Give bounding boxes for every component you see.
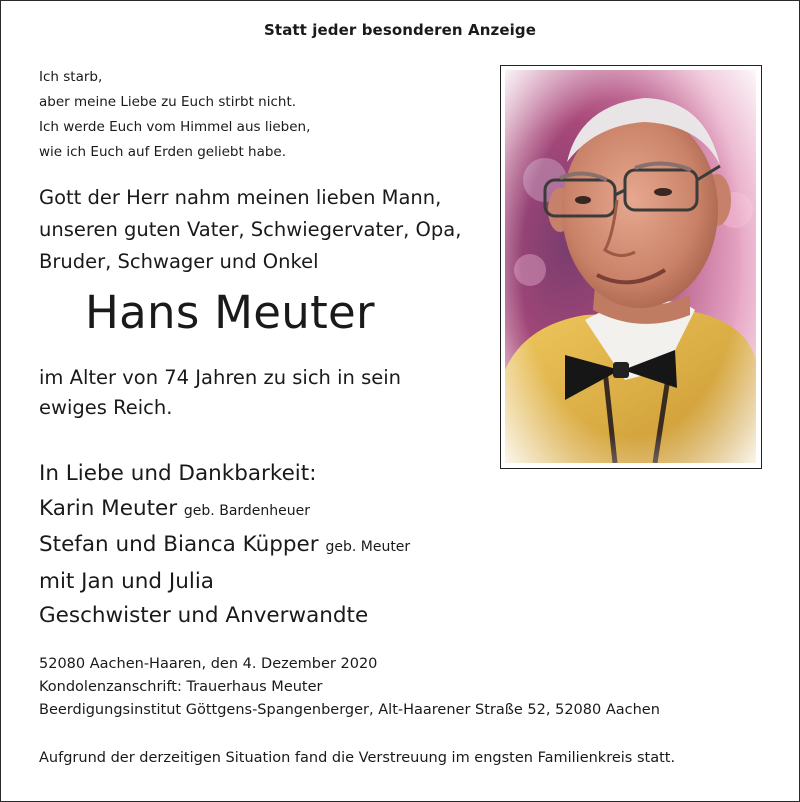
portrait-frame xyxy=(500,65,762,469)
mourner-name: Karin Meuter xyxy=(39,495,178,521)
condolence-address: Kondolenzanschrift: Trauerhaus Meuter xyxy=(39,679,323,695)
place-date: 52080 Aachen-Haaren, den 4. Dezember 2020 xyxy=(39,656,378,672)
age-text xyxy=(39,363,401,423)
mourners-list xyxy=(39,457,410,634)
closing-note: Aufgrund der derzeitigen Situation fand die Verstreuung im engsten Familienkreis statt. xyxy=(39,750,676,766)
portrait-illustration xyxy=(505,70,756,463)
mourner-line: Geschwister und Anverwandte xyxy=(39,603,369,628)
age-line: ewiges Reich. xyxy=(39,396,173,419)
intro-line: unseren guten Vater, Schwiegervater, Opa, xyxy=(39,218,462,241)
maiden-name-note: geb. Meuter xyxy=(325,539,411,555)
poem-line: wie ich Euch auf Erden geliebt habe. xyxy=(39,144,287,160)
mourner-name: Stefan und Bianca Küpper xyxy=(39,532,319,557)
mourners-heading: In Liebe und Dankbarkeit: xyxy=(39,461,317,486)
maiden-name-note: geb. Bardenheuer xyxy=(183,502,311,519)
poem-line: aber meine Liebe zu Euch stirbt nicht. xyxy=(39,94,297,110)
poem xyxy=(39,65,310,165)
details-block xyxy=(39,653,660,722)
funeral-home: Beerdigungsinstitut Göttgens-Spangenberger, Alt-Haarener Straße 52, 52080 Aachen xyxy=(39,702,660,718)
deceased-name: Hans Meuter xyxy=(85,286,375,339)
intro-line: Bruder, Schwager und Onkel xyxy=(39,250,319,273)
age-line: im Alter von 74 Jahren zu sich in sein xyxy=(39,366,402,389)
poem-line: Ich starb, xyxy=(39,69,103,85)
mourner-line xyxy=(39,492,410,529)
notice-header: Statt jeder besonderen Anzeige xyxy=(264,21,536,39)
mourner-line xyxy=(39,528,410,565)
poem-line: Ich werde Euch vom Himmel aus lieben, xyxy=(39,119,311,135)
portrait-photo xyxy=(505,70,757,464)
mourner-line: mit Jan und Julia xyxy=(39,568,214,594)
intro-text xyxy=(39,182,461,278)
intro-line: Gott der Herr nahm meinen lieben Mann, xyxy=(39,186,442,209)
